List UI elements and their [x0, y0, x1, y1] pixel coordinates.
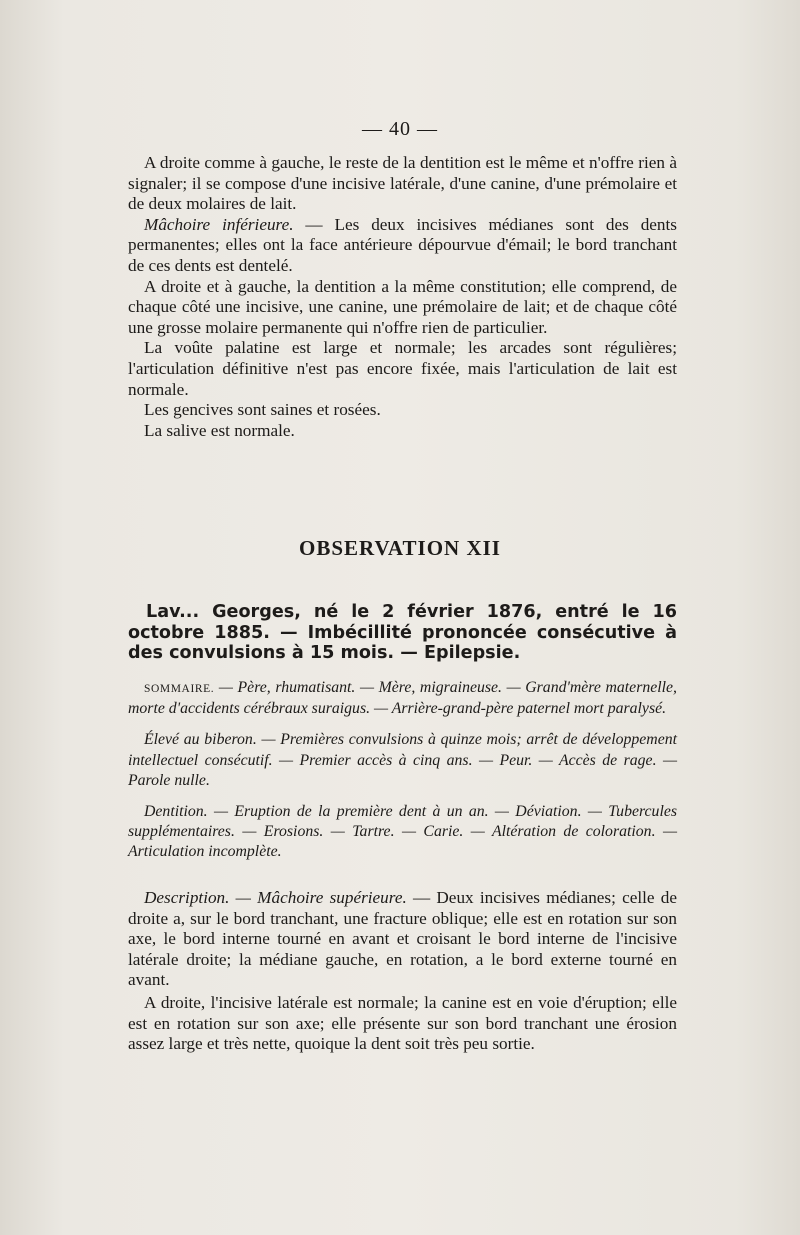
page-number: — 40 —: [362, 118, 438, 140]
summary-text: — Père, rhumatisant. — Mère, migraineuse. — Grand'mère maternelle, morte d'accidents cérébraux suraigus. — Arrière-grand-père paternel mort paralysé.: [128, 679, 677, 718]
description-label: Description.: [144, 888, 230, 907]
paragraph-text: A droite et à gauche, la dentition a la même constitution; elle comprend, de chaque côté une incisive, une canine, une prémolaire de lait; et de chaque côté une grosse molaire permanente qui n'offre rien de particulier.: [128, 276, 677, 337]
paragraph-text: La voûte palatine est large et normale; les arcades sont régulières; l'articulation définitive n'est pas encore fixée, mais l'articulation de lait est normale.: [128, 338, 677, 399]
case-heading-text: Lav... Georges, né le 2 février 1876, entré le 16 octobre 1885. — Imbécillité prononcée consécutive à des convulsions à 15 mois. — Epilepsie.: [128, 602, 677, 663]
paragraph: [128, 277, 677, 339]
observation-title: OBSERVATION XII: [299, 536, 501, 560]
paragraph: [128, 338, 677, 400]
upper-jaw-label: — Mâchoire supérieure.: [229, 888, 407, 907]
paragraph-text: A droite, l'incisive latérale est normale; la canine est en voie d'éruption; elle est en rotation sur son axe; elle présente sur son bord tranchant une érosion assez large et très nette, quoique la dent soit très peu sortie.: [128, 992, 677, 1054]
paragraph-text: — Deux incisives médianes; celle de droite a, sur le bord tranchant, une fracture oblique; elle est en rotation sur son axe, le bord interne tourné en avant et croisant le bord interne de l'incisive latérale droite; la médiane gauche, en rotation, a le bord externe tourné en avant.: [128, 888, 678, 990]
summary-family-history: [128, 678, 677, 719]
paragraph: [128, 421, 677, 442]
summary-text: Élevé au biberon. — Premières convulsions à quinze mois; arrêt de développement intellectuel consécutif. — Premier accès à cinq ans. — Peur. — Accès de rage. — Parole nulle.: [128, 731, 677, 789]
text-block-lower: [128, 888, 677, 1057]
summary-text: Dentition. — Eruption de la première dent à un an. — Déviation. — Tubercules supplémentaires. — Erosions. — Tartre. — Carie. — Altération de coloration. — Articulation incomplète.: [128, 803, 677, 861]
paragraph-text: — Les deux incisives médianes sont des dents permanentes; elles ont la face antérieure dépourvue d'émail; le bord tranchant de ces dents est dentelé.: [128, 214, 677, 275]
paragraph: [128, 400, 677, 421]
paragraph-text: La salive est normale.: [144, 420, 295, 440]
paragraph-text: Les gencives sont saines et rosées.: [144, 400, 381, 420]
summary-dentition: [128, 802, 677, 863]
summary-development: [128, 730, 677, 791]
paragraph: [128, 153, 677, 215]
lower-jaw-label: Mâchoire inférieure.: [144, 214, 294, 234]
summary-label: SOMMAIRE.: [144, 683, 215, 695]
paragraph: [128, 993, 677, 1055]
text-block-upper: [128, 153, 677, 441]
summary-block: [128, 678, 677, 863]
paragraph-lower-jaw: [128, 215, 677, 277]
paragraph-text: A droite comme à gauche, le reste de la dentition est le même et n'offre rien à signaler; il se compose d'une incisive latérale, d'une canine, d'une prémolaire et de deux molaires de lait.: [128, 153, 677, 214]
case-heading: [128, 602, 677, 664]
paragraph-description: [128, 888, 677, 991]
